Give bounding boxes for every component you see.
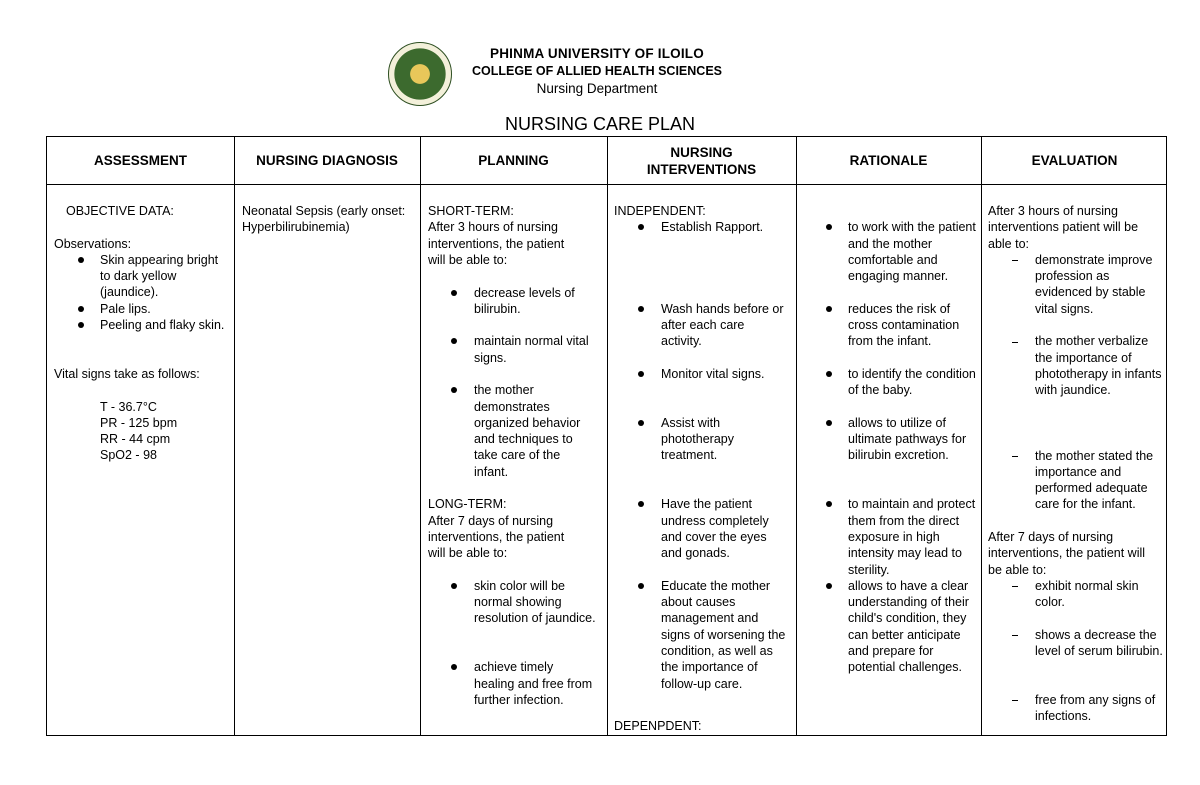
- bullet-icon: [638, 224, 644, 230]
- planning-cell: [428, 203, 600, 733]
- list-item: Monitor vital signs.: [661, 367, 765, 381]
- short-term-intro: After 3 hours of nursing interventions, the patient will be able to:: [428, 220, 565, 267]
- list-item: Establish Rapport.: [661, 220, 764, 235]
- bullet-icon: [638, 306, 644, 312]
- long-term-label: LONG-TERM:: [428, 497, 507, 512]
- col-header-planning: PLANNING: [478, 153, 549, 168]
- list-item: decrease levels of bilirubin.: [474, 285, 575, 316]
- dash-bullet-icon: [1012, 700, 1018, 701]
- rationale-cell: [803, 203, 977, 733]
- bullet-icon: [451, 583, 457, 589]
- evaluation-cell: [988, 203, 1166, 733]
- list-item: exhibit normal skin color.: [1035, 578, 1139, 610]
- bullet-icon: [826, 306, 832, 312]
- list-item: skin color will be normal showing resolution of jaundice.: [474, 578, 596, 626]
- document-title: NURSING CARE PLAN: [504, 114, 696, 134]
- list-item: to work with the patient and the mother comfortable and engaging manner.: [848, 220, 976, 284]
- interventions-cell: [614, 203, 792, 735]
- care-plan-table: [46, 136, 1167, 736]
- bullet-icon: [826, 371, 832, 377]
- list-item: Have the patient undress completely and cover the eyes and gonads.: [661, 497, 769, 561]
- list-item: maintain normal vital signs.: [474, 334, 589, 365]
- vital-sign: SpO2 - 98: [100, 448, 157, 463]
- list-item: the mother stated the importance and performed adequate care for the infant.: [1035, 448, 1154, 512]
- bullet-icon: [826, 583, 832, 589]
- bullet-icon: [638, 501, 644, 507]
- col-header-rationale: RATIONALE: [849, 153, 928, 168]
- dash-bullet-icon: [1012, 260, 1018, 261]
- evaluation-intro-short: After 3 hours of nursing interventions patient will be able to:: [988, 204, 1139, 251]
- bullet-icon: [826, 224, 832, 230]
- col-header-assessment: ASSESSMENT: [93, 153, 188, 168]
- list-item: Pale lips.: [100, 301, 151, 316]
- evaluation-intro-long: After 7 days of nursing interventions, the patient will be able to:: [988, 530, 1146, 577]
- dash-bullet-icon: [1012, 586, 1018, 587]
- dependent-label: DEPENPDENT:: [614, 719, 702, 733]
- bullet-icon: [638, 420, 644, 426]
- bullet-icon: [78, 306, 84, 312]
- long-term-intro: After 7 days of nursing interventions, the patient will be able to:: [428, 513, 565, 561]
- department-name: Nursing Department: [536, 81, 658, 96]
- college-name: COLLEGE OF ALLIED HEALTH SCIENCES: [471, 64, 722, 78]
- vital-sign: PR - 125 bpm: [100, 415, 178, 430]
- independent-label: INDEPENDENT:: [614, 204, 706, 218]
- objective-data-label: OBJECTIVE DATA:: [66, 204, 174, 218]
- bullet-icon: [78, 322, 84, 328]
- nursing-diagnosis-text: Neonatal Sepsis (early onset: Hyperbilirubinemia): [242, 204, 406, 235]
- bullet-icon: [826, 501, 832, 507]
- bullet-icon: [451, 290, 457, 296]
- list-item: Educate the mother about causes management and signs of worsening the condition, as well as the importance of follow-up care.: [661, 578, 786, 691]
- list-item: Wash hands before or after each care activity.: [661, 301, 784, 349]
- list-item: Assist with phototherapy treatment.: [661, 415, 734, 463]
- observations-label: Observations:: [54, 236, 132, 251]
- bullet-icon: [451, 338, 457, 344]
- bullet-icon: [638, 371, 644, 377]
- list-item: demonstrate improve profession as evidenced by stable vital signs.: [1035, 252, 1153, 316]
- bullet-icon: [826, 420, 832, 426]
- dash-bullet-icon: [1012, 635, 1018, 636]
- list-item: reduces the risk of cross contamination from the infant.: [848, 301, 960, 349]
- bullet-icon: [451, 387, 457, 393]
- vitals-label: Vital signs take as follows:: [54, 366, 200, 381]
- col-header-evaluation: EVALUATION: [1031, 153, 1118, 168]
- col-header-diagnosis: NURSING DIAGNOSIS: [256, 153, 398, 168]
- list-item: achieve timely healing and free from further infection.: [474, 660, 593, 707]
- dash-bullet-icon: [1012, 342, 1018, 343]
- university-name: PHINMA UNIVERSITY OF ILOILO: [490, 46, 704, 61]
- list-item: Skin appearing bright to dark yellow (jaundice).: [100, 252, 219, 300]
- list-item: shows a decrease the level of serum bilirubin.: [1035, 627, 1163, 659]
- vital-sign: RR - 44 cpm: [100, 432, 171, 447]
- list-item: the mother verbalize the importance of phototherapy in infants with jaundice.: [1035, 334, 1162, 398]
- list-item: to identify the condition of the baby.: [848, 367, 976, 398]
- list-item: the mother demonstrates organized behavior and techniques to take care of the infant.: [474, 383, 581, 479]
- dash-bullet-icon: [1012, 456, 1018, 457]
- bullet-icon: [638, 583, 644, 589]
- assessment-cell: [54, 203, 230, 464]
- list-item: allows to have a clear understanding of their child's condition, they can better anticipate and prepare for potential challenges.: [848, 578, 969, 675]
- col-header-interventions: NURSING INTERVENTIONS: [646, 144, 757, 177]
- list-item: to maintain and protect them from the direct exposure in high intensity may lead to sterility.: [848, 497, 976, 577]
- bullet-icon: [451, 664, 457, 670]
- list-item: free from any signs of infections.: [1035, 693, 1156, 724]
- vital-sign: T - 36.7°C: [100, 399, 157, 414]
- short-term-label: SHORT-TERM:: [428, 204, 514, 218]
- bullet-icon: [78, 257, 84, 263]
- list-item: allows to utilize of ultimate pathways for bilirubin excretion.: [848, 415, 967, 463]
- list-item: Peeling and flaky skin.: [100, 318, 225, 333]
